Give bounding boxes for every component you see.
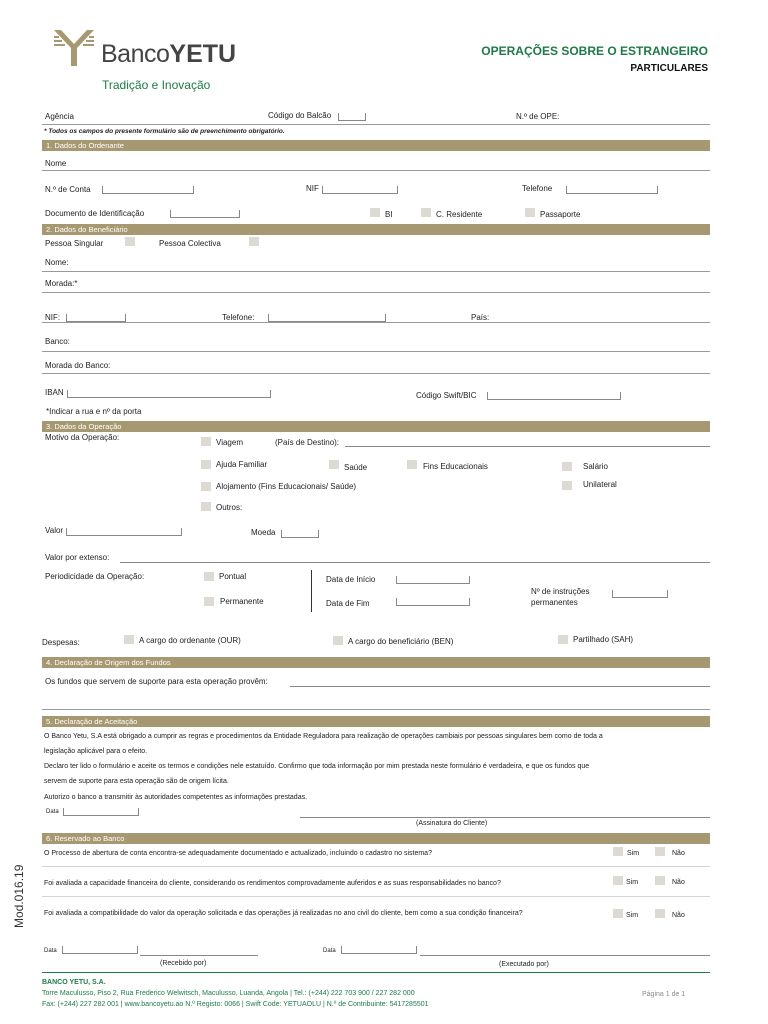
permanente-checkbox[interactable] [204, 597, 214, 606]
sah-label: Partilhado (SAH) [573, 635, 634, 644]
pontual-label: Pontual [219, 572, 247, 581]
mandatory-note: * Todos os campos do presente formulário são de preenchimento obrigatório. [44, 128, 285, 135]
pessoa-singular-label: Pessoa Singular [45, 239, 104, 248]
ordenante-nif-label: NIF [306, 184, 319, 193]
pais-destino-label: (País de Destino): [275, 438, 340, 447]
ordenante-nif-field[interactable] [322, 186, 398, 194]
aceitacao-data-field[interactable] [63, 808, 139, 816]
c-residente-checkbox[interactable] [421, 208, 431, 217]
n-instrucoes-label-2: permanentes [531, 598, 578, 607]
our-label: A cargo do ordenante (OUR) [139, 636, 241, 645]
q1-nao-checkbox[interactable] [655, 847, 665, 856]
footer-address: Torre Maculusso, Piso 2, Rua Frederico Welwitsch, Maculusso, Luanda, Angola | Tel.: (+244) 222 703 900 / 227 282 000 [42, 990, 415, 997]
brand-name [101, 40, 236, 68]
q2-sim-checkbox[interactable] [613, 876, 623, 885]
codigo-balcao-label: Código do Balcão [268, 111, 332, 120]
section-4-header: 4. Declaração de Origem dos Fundos [42, 657, 710, 668]
beneficiario-morada-field[interactable] [42, 292, 710, 293]
codigo-balcao-field[interactable] [338, 113, 366, 121]
ben-checkbox[interactable] [333, 636, 343, 645]
section-1-header: 1. Dados do Ordenante [42, 140, 710, 151]
morada-banco-label: Morada do Banco: [45, 361, 111, 370]
q3-sim-label: Sim [626, 912, 639, 919]
q2-nao-label: Não [672, 879, 685, 886]
bank-logo [52, 28, 96, 68]
data-fim-label: Data de Fim [326, 599, 370, 608]
doc-subtitle: PARTICULARES [630, 63, 708, 74]
footer-page: Página 1 de 1 [642, 991, 686, 998]
q1-sim-checkbox[interactable] [613, 847, 623, 856]
iban-field[interactable] [67, 390, 271, 398]
swift-label: Código Swift/BIC [416, 391, 477, 400]
section-2-header: 2. Dados do Beneficiário [42, 224, 710, 235]
footer-line2: Fax: (+244) 227 282 001 | www.bancoyetu.ao N.º Registo: 0066 | Swift Code: YETUAOLU | N.º de Contribuinte: 5417285501 [42, 1001, 429, 1008]
bi-checkbox[interactable] [370, 208, 380, 217]
banco-field[interactable] [42, 351, 710, 352]
ben-label: A cargo do beneficiário (BEN) [348, 637, 454, 646]
salario-label: Salário [583, 462, 608, 471]
pais-destino-field[interactable] [345, 446, 710, 447]
beneficiario-telefone-label: Telefone: [222, 313, 255, 322]
beneficiario-telefone-field[interactable] [268, 314, 386, 322]
q1-nao-label: Não [672, 850, 685, 857]
aceitacao-data-label: Data [46, 809, 59, 815]
section-6-header: 6. Reservado ao Banco [42, 833, 710, 844]
brand-tagline: Tradição e Inovação [102, 78, 211, 92]
q2-sim-label: Sim [626, 879, 639, 886]
outros-label: Outros: [216, 503, 243, 512]
morada-note: *Indicar a rua e nº da porta [46, 407, 142, 416]
ordenante-telefone-label: Telefone [522, 184, 553, 193]
data-inicio-label: Data de Início [326, 575, 376, 584]
declaracao-p2b: servem de suporte para esta operação são de origem lícita. [44, 778, 229, 785]
data-inicio-field[interactable] [396, 576, 470, 584]
periodicidade-label: Periodicidade da Operação: [45, 572, 145, 581]
valor-extenso-label: Valor por extenso: [45, 553, 110, 562]
form-code: Mod.016.19 [12, 864, 26, 928]
valor-extenso-field[interactable] [120, 562, 710, 563]
pessoa-colectiva-label: Pessoa Colectiva [159, 239, 221, 248]
origem-fundos-field[interactable] [290, 686, 710, 687]
viagem-label: Viagem [216, 438, 243, 447]
section-5-header: 5. Declaração de Aceitação [42, 716, 710, 727]
viagem-checkbox[interactable] [201, 437, 211, 446]
brand-light: Banco [101, 40, 170, 68]
recebido-por-field[interactable] [140, 955, 258, 956]
recebido-por-label: (Recebido por) [160, 960, 207, 967]
alojamento-label: Alojamento (Fins Educacionais/ Saúde) [216, 482, 357, 491]
fins-educacionais-label: Fins Educacionais [423, 462, 488, 471]
moeda-field[interactable] [281, 530, 319, 538]
valor-label: Valor [45, 526, 64, 535]
n-instrucoes-label-1: Nº de instruções [531, 587, 590, 596]
beneficiario-morada-label: Morada:* [45, 279, 78, 288]
morada-banco-field[interactable] [42, 373, 710, 374]
n-conta-label: N.º de Conta [45, 185, 91, 194]
n-ope-label: N.º de OPE: [516, 112, 560, 121]
salario-checkbox[interactable] [562, 462, 572, 471]
assinatura-cliente-label: (Assinatura do Cliente) [416, 820, 488, 827]
executado-por-label: (Executado por) [499, 961, 549, 968]
doc-title: OPERAÇÕES SOBRE O ESTRANGEIRO [481, 44, 708, 58]
q1-sim-label: Sim [627, 850, 640, 857]
ajuda-familiar-label: Ajuda Familiar [216, 460, 268, 469]
beneficiario-nif-label: NIF: [45, 313, 61, 322]
executado-data-field[interactable] [341, 946, 417, 954]
our-checkbox[interactable] [124, 635, 134, 644]
unilateral-label: Unilateral [583, 480, 617, 489]
fins-educacionais-checkbox[interactable] [407, 460, 417, 469]
agencia-label: Agência [45, 112, 74, 121]
declaracao-p1a: O Banco Yetu, S.A está obrigado a cumprir as regras e procedimentos da Entidade Reguladora para realização de operações cambiais por pessoas singulares bem como de toda a [44, 733, 603, 740]
doc-id-label: Documento de Identificação [45, 209, 145, 218]
ordenante-nome-field[interactable] [42, 170, 710, 171]
n-instrucoes-field[interactable] [612, 590, 668, 598]
passaporte-label: Passaporte [540, 210, 581, 219]
saude-label: Saúde [344, 463, 368, 472]
sah-checkbox[interactable] [558, 635, 568, 644]
q1-label: O Processo de abertura de conta encontra-se adequadamente documentado e actualizado, incluindo o cadastro no sistema? [44, 850, 432, 857]
pessoa-colectiva-checkbox[interactable] [249, 237, 259, 246]
declaracao-p3: Autorizo o banco a transmitir às autoridades competentes as informações prestadas. [44, 794, 308, 801]
executado-por-field[interactable] [420, 955, 710, 956]
iban-label: IBAN [45, 388, 64, 397]
beneficiario-pais-label: País: [471, 313, 490, 322]
brand-bold: YETU [169, 40, 237, 68]
q3-label: Foi avaliada a compatibilidade do valor da operação solicitada e das operações já realizadas no ano civil do cliente, bem como a sua condição financeira? [44, 910, 523, 917]
unilateral-checkbox[interactable] [562, 481, 572, 490]
c-residente-label: C. Residente [436, 210, 483, 219]
pessoa-singular-checkbox[interactable] [125, 237, 135, 246]
despesas-label: Despesas: [42, 638, 80, 647]
bi-label: BI [385, 210, 393, 219]
moeda-label: Moeda [251, 528, 276, 537]
footer-divider [42, 972, 710, 973]
beneficiario-nif-field[interactable] [66, 314, 126, 322]
saude-checkbox[interactable] [329, 460, 339, 469]
q3-sim-checkbox[interactable] [613, 909, 623, 918]
declaracao-p2a: Declaro ter lido o formulário e aceite os termos e condições nele estatuído. Confirmo que toda informação por mim prestada neste formulário é verdadeira, e que os fundos que [44, 763, 590, 770]
ajuda-familiar-checkbox[interactable] [201, 460, 211, 469]
pontual-checkbox[interactable] [204, 572, 214, 581]
assinatura-cliente-field[interactable] [300, 817, 710, 818]
passaporte-checkbox[interactable] [525, 208, 535, 217]
q3-nao-checkbox[interactable] [655, 909, 665, 918]
q3-nao-label: Não [672, 912, 685, 919]
origem-fundos-field-2[interactable] [42, 709, 710, 710]
recebido-data-field[interactable] [62, 946, 138, 954]
q2-label: Foi avaliada a capacidade financeira do cliente, considerando os rendimentos comprovadamente auferidos e as suas responsabilidades no banco? [44, 880, 501, 887]
footer-company: BANCO YETU, S.A. [42, 979, 106, 986]
q2-nao-checkbox[interactable] [655, 876, 665, 885]
ordenante-nome-label: Nome [45, 159, 67, 168]
data-fim-field[interactable] [396, 598, 470, 606]
ordenante-telefone-field[interactable] [566, 186, 658, 194]
executado-data-label: Data [323, 948, 336, 954]
outros-checkbox[interactable] [201, 502, 211, 511]
declaracao-p1b: legislação aplicável para o efeito. [44, 748, 148, 755]
permanente-label: Permanente [220, 597, 264, 606]
alojamento-checkbox[interactable] [201, 482, 211, 491]
swift-field[interactable] [487, 392, 621, 400]
recebido-data-label: Data [44, 948, 57, 954]
section-3-header: 3. Dados da Operação [42, 421, 710, 432]
origem-fundos-label: Os fundos que servem de suporte para esta operação provêm: [45, 677, 268, 686]
motivo-label: Motivo da Operação: [45, 433, 120, 442]
doc-id-field[interactable] [170, 210, 240, 218]
beneficiario-nome-field[interactable] [42, 271, 710, 272]
n-conta-field[interactable] [102, 186, 194, 194]
valor-field[interactable] [66, 528, 182, 536]
banco-label: Banco: [45, 337, 70, 346]
beneficiario-nome-label: Nome: [45, 258, 69, 267]
periodicidade-divider [311, 570, 312, 612]
